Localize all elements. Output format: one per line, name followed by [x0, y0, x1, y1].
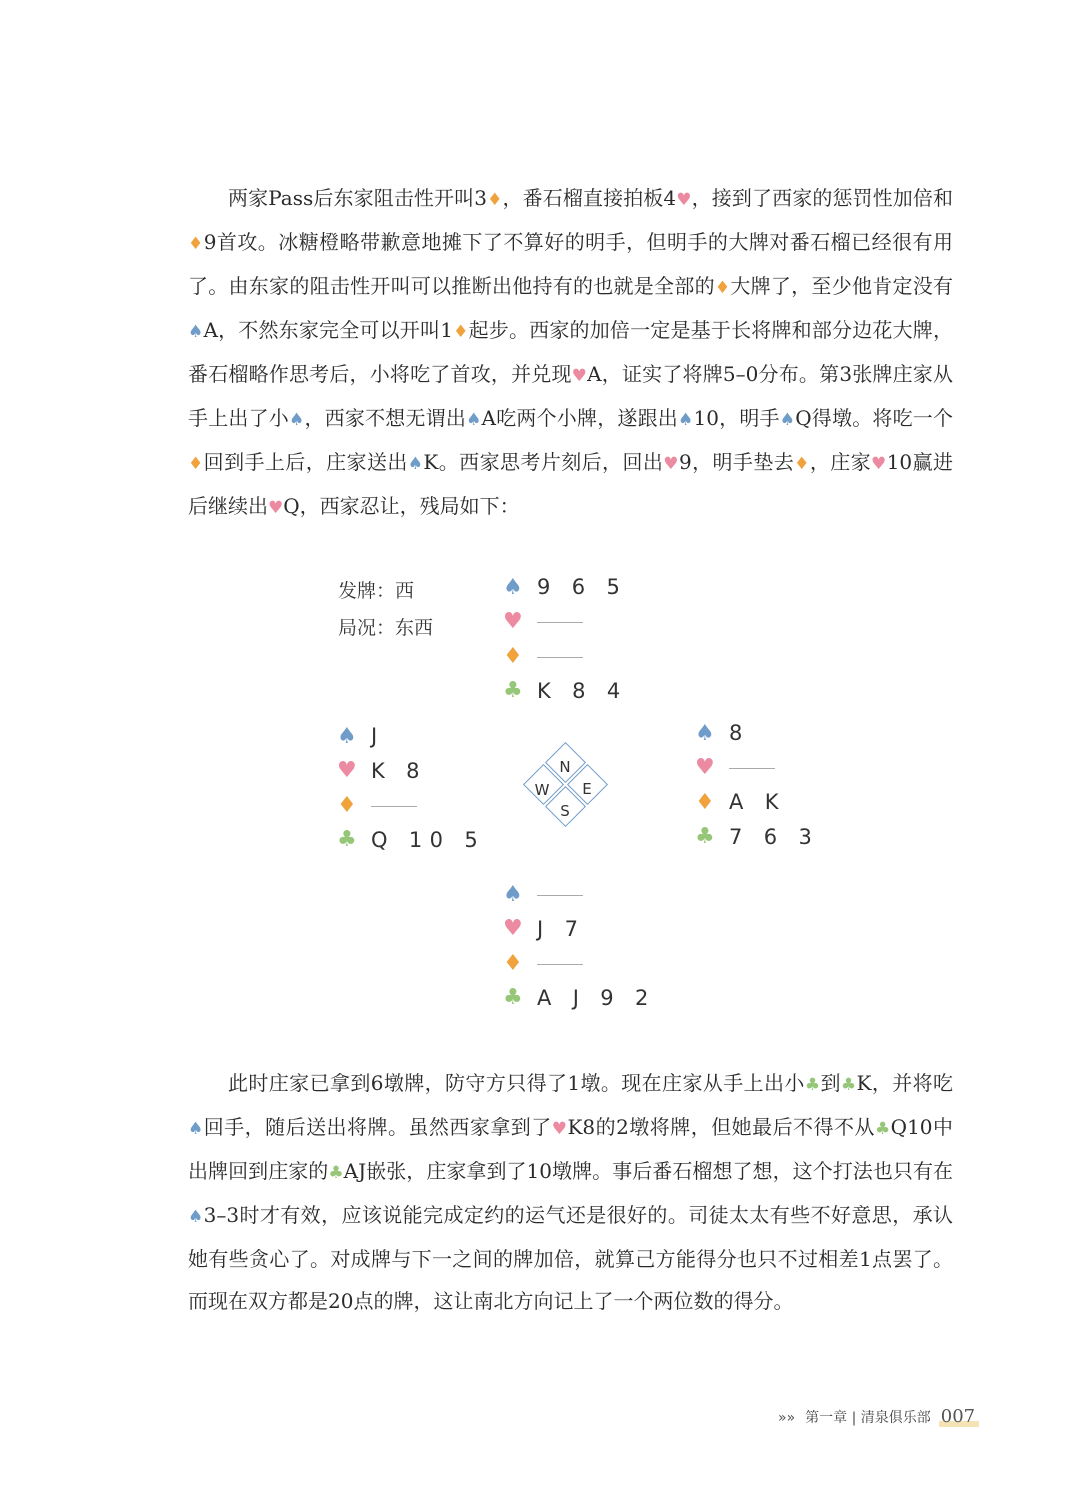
south-hearts-row [503, 912, 723, 947]
east-clubs-row [695, 820, 915, 855]
heart-icon: ♥ [695, 755, 715, 781]
club-icon: ♣ [503, 678, 523, 704]
compass-n: N [559, 758, 571, 776]
heart-icon: ♥ [503, 609, 523, 635]
void-dash [537, 964, 583, 965]
spade-icon: ♠ [503, 881, 523, 907]
spade-icon: ♠ [188, 1207, 204, 1227]
heart-icon: ♥ [571, 366, 588, 386]
diamond-icon: ♦ [452, 322, 469, 342]
paragraph-2: 此时庄家已拿到6墩牌，防守方只得了1墩。现在庄家从手上出小♣到♣K，并将吃♠回手，随后送出将牌。虽然西家拿到了♥K8的2墩将牌，但她最后不得不从♣Q10中出牌回到庄家的♣AJ嵌张，庄家拿到了10墩牌。事后番石榴想了想，这个打法也只有在♠3–3时才有效，应该说能完成定约的运气还是很好的。司徒太太有些不好意思，承认她有些贪心了。对成牌与下一之间的牌加倍，就算己方能得分也只不过相差1点罢了。而现在双方都是20点的牌，这让南北方向记上了一个两位数的得分。 [188, 1071, 954, 1313]
diamond-icon: ♦ [503, 950, 523, 976]
heart-icon: ♥ [676, 190, 692, 210]
diamond-icon: ♦ [695, 789, 715, 815]
south-hand [503, 877, 723, 1015]
north-spades-cards: 9 6 5 [537, 575, 628, 600]
east-hand [695, 716, 915, 854]
north-hearts-row [503, 605, 723, 640]
spade-icon: ♠ [466, 410, 482, 430]
club-icon: ♣ [840, 1075, 857, 1095]
compass-rose [520, 744, 610, 834]
north-hand [503, 570, 723, 708]
spade-icon: ♠ [678, 410, 694, 430]
heart-icon: ♥ [268, 498, 284, 518]
spade-icon: ♠ [188, 1119, 204, 1139]
chevron-right-icon: »» [778, 1410, 796, 1426]
compass-w: W [534, 781, 550, 799]
heart-icon: ♥ [337, 758, 357, 784]
page-number: 007 [940, 1406, 976, 1427]
north-spades-row [503, 570, 723, 605]
east-clubs-cards: 7 6 3 [729, 824, 820, 849]
heart-icon: ♥ [663, 454, 679, 474]
south-clubs-cards: A J 9 2 [537, 985, 656, 1010]
chapter-title: 第一章 | 清泉俱乐部 [805, 1410, 931, 1426]
diamond-icon: ♦ [714, 278, 731, 298]
south-diamonds-row [503, 946, 723, 981]
north-clubs-row [503, 674, 723, 709]
heart-icon: ♥ [871, 454, 887, 474]
spade-icon: ♠ [188, 322, 204, 342]
diamond-icon: ♦ [487, 190, 503, 210]
void-dash [729, 768, 775, 769]
diamond-icon: ♦ [188, 234, 204, 254]
spade-icon: ♠ [337, 723, 357, 749]
void-dash [537, 622, 583, 623]
diamond-icon: ♦ [188, 454, 204, 474]
paragraph-1: 两家Pass后东家阻击性开叫3♦，番石榴直接拍板4♥，接到了西家的惩罚性加倍和♦9首攻。冰糖橙略带歉意地摊下了不算好的明手，但明手的大牌对番石榴已经很有用了。由东家的阻击性开叫可以推断出他持有的也就是全部的♦大牌了，至少他肯定没有♠A，不然东家完全可以开叫1♦起步。西家的加倍一定是基于长将牌和部分边花大牌，番石榴略作思考后，小将吃了首攻，并兑现♥A，证实了将牌5–0分布。第3张牌庄家从手上出了小♠，西家不想无谓出♠A吃两个小牌，遂跟出♠10，明手♠Q得墩。将吃一个♦回到手上后，庄家送出♠K。西家思考片刻后，回出♥9，明手垫去♦，庄家♥10赢进后继续出♥Q，西家忍让，残局如下： [188, 186, 954, 518]
compass-s: S [560, 802, 570, 820]
club-icon: ♣ [874, 1119, 891, 1139]
club-icon: ♣ [503, 985, 523, 1011]
south-clubs-row [503, 981, 723, 1016]
west-hearts-cards: K 8 [371, 758, 427, 783]
club-icon: ♣ [337, 827, 357, 853]
south-spades-row [503, 877, 723, 912]
heart-icon: ♥ [551, 1119, 568, 1139]
east-spades-cards: 8 [729, 721, 750, 746]
north-clubs-cards: K 8 4 [537, 678, 628, 703]
club-icon: ♣ [328, 1163, 344, 1183]
south-hearts-cards: J 7 [537, 916, 586, 941]
spade-icon: ♠ [407, 454, 424, 474]
east-diamonds-cards: A K [729, 790, 786, 815]
spade-icon: ♠ [503, 574, 523, 600]
north-diamonds-row [503, 639, 723, 674]
club-icon: ♣ [695, 824, 715, 850]
void-dash [371, 806, 417, 807]
spade-icon: ♠ [289, 410, 305, 430]
heart-icon: ♥ [503, 916, 523, 942]
east-diamonds-row [695, 785, 915, 820]
diamond-icon: ♦ [337, 792, 357, 818]
west-clubs-cards: Q 10 5 [371, 827, 486, 852]
spade-icon: ♠ [779, 410, 796, 430]
vulnerability-label: 局况：东西 [338, 617, 434, 639]
void-dash [537, 895, 583, 896]
dealer-label: 发牌：西 [338, 580, 415, 602]
west-spades-cards: J [371, 724, 385, 749]
diamond-icon: ♦ [503, 643, 523, 669]
spade-icon: ♠ [695, 720, 715, 746]
diamond-icon: ♦ [794, 454, 810, 474]
club-icon: ♣ [804, 1075, 821, 1095]
east-spades-row [695, 716, 915, 751]
void-dash [537, 657, 583, 658]
page-footer [778, 1406, 975, 1427]
east-hearts-row [695, 751, 915, 786]
compass-e: E [582, 780, 592, 798]
